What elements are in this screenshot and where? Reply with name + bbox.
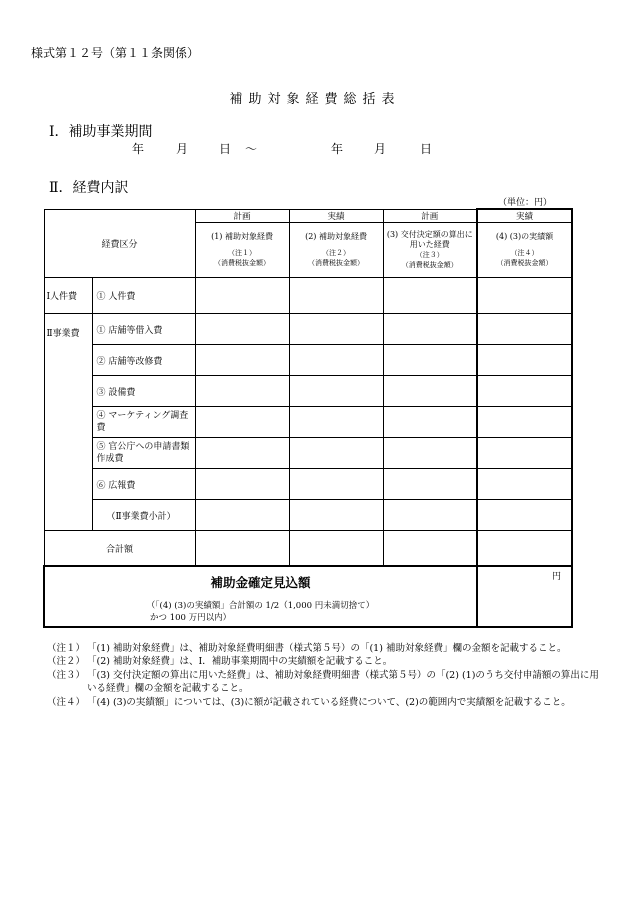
header-name-4: (4) (3)の実績額 [495,232,554,241]
note-key-2: （注２） [47,656,86,668]
cell-5-4[interactable] [477,438,572,469]
cell-2-3[interactable] [383,345,477,376]
row-item-4 [44,407,572,438]
cell-5-1[interactable] [195,438,289,469]
row-subsidy [44,566,572,627]
header-kind-1: 計画 [195,209,289,223]
cell-sub-1[interactable] [195,500,289,531]
cell-4-3[interactable] [383,407,477,438]
header-kind-2: 実績 [289,209,383,223]
header-kind-4: 実績 [477,209,572,223]
item-6: ⑥ 広報費 [92,469,195,500]
row-subtotal [44,500,572,531]
period-start-day: 日 [219,142,232,156]
yen-label: 円 [552,572,562,582]
item-5: ⑤ 官公庁への申請書類作成費 [92,438,195,469]
header-tax-3: （消費税抜金額） [401,261,458,269]
cell-4-1[interactable] [195,407,289,438]
row-item-1 [44,314,572,345]
row-item-2 [44,345,572,376]
group1-label: Ⅰ人件費 [44,278,92,314]
period-start-year: 年 [132,142,145,156]
page-title: 補助対象経費総括表 [229,92,401,107]
header-note-4: （注４） [510,249,539,257]
cell-personnel-4[interactable] [477,278,572,314]
period-end-day: 日 [420,142,433,156]
group2-label: Ⅱ事業費 [44,314,92,531]
note-key-3: （注３） [47,669,86,681]
cell-2-4[interactable] [477,345,572,376]
header-col-4 [477,223,572,278]
cell-personnel-3[interactable] [383,278,477,314]
note-text-2: 「(2) 補助対象経費」は、Ⅰ．補助事業期間中の実績額を記載すること。 [87,656,393,668]
header-name-2: (2) 補助対象経費 [305,232,367,241]
header-name-3: (3) 交付決定額の算出に用いた経費 [386,230,473,249]
cell-total-2[interactable] [289,531,383,567]
cell-3-2[interactable] [289,376,383,407]
note-text-4: 「(4) (3)の実績額」については、(3)に額が記載されている経費について、(2)の範囲内で実績額を記載すること。 [87,696,571,708]
header-col-2 [289,223,383,278]
header-kind-3: 計画 [383,209,477,223]
cell-5-2[interactable] [289,438,383,469]
note-4 [47,696,607,709]
note-2 [47,655,607,668]
cell-3-4[interactable] [477,376,572,407]
item-3: ③ 設備費 [92,376,195,407]
row-personnel [44,278,572,314]
cell-total-4[interactable] [477,531,572,567]
item-1: ① 店舗等借入費 [92,314,195,345]
cell-6-1[interactable] [195,469,289,500]
cell-6-3[interactable] [383,469,477,500]
note-3 [47,669,607,696]
header-note-3: （注３） [415,251,444,259]
header-kind-row [44,209,572,223]
cell-3-1[interactable] [195,376,289,407]
category-header: 経費区分 [44,209,195,278]
period-end-year: 年 [331,142,344,156]
note-key-4: （注４） [47,696,86,708]
cell-2-1[interactable] [195,345,289,376]
cell-2-2[interactable] [289,345,383,376]
cell-sub-3[interactable] [383,500,477,531]
period-tilde: ～ [245,142,258,156]
cell-personnel-2[interactable] [289,278,383,314]
cell-5-3[interactable] [383,438,477,469]
cell-total-1[interactable] [195,531,289,567]
total-label: 合計額 [44,531,195,567]
cell-4-4[interactable] [477,407,572,438]
header-tax-2: （消費税抜金額） [308,259,365,267]
cell-1-2[interactable] [289,314,383,345]
expense-table [43,208,573,628]
section2-heading: Ⅱ．経費内訳 [49,180,129,196]
cell-total-3[interactable] [383,531,477,567]
row-total [44,531,572,567]
unit-label: （単位：円） [498,198,553,208]
row-item-3 [44,376,572,407]
subsidy-title: 補助金確定見込額 [210,574,311,590]
header-note-2: （注２） [322,249,351,257]
note-key-1: （注１） [47,643,86,654]
cell-3-3[interactable] [383,376,477,407]
cell-4-2[interactable] [289,407,383,438]
form-number: 様式第１２号（第１１条関係） [31,46,200,60]
header-col-3 [383,223,477,278]
cell-personnel-1[interactable] [195,278,289,314]
period-start-month: 月 [176,142,189,156]
item-2: ② 店舗等改修費 [92,345,195,376]
header-tax-1: （消費税抜金額） [214,259,271,267]
section1-heading: Ⅰ．補助事業期間 [49,124,153,140]
cell-1-1[interactable] [195,314,289,345]
header-name-1: (1) 補助対象経費 [211,232,273,241]
note-text-3: 「(3) 交付決定額の算出に用いた経費」は、補助対象経費明細書（様式第５号）の「(2) (1)のうち交付申請額の算出に用いる経費」欄の金額を記載すること。 [87,669,599,695]
cell-sub-4[interactable] [477,500,572,531]
note-1 [47,642,607,655]
header-note-1: （注１） [228,249,257,257]
cell-1-4[interactable] [477,314,572,345]
row-item-6 [44,469,572,500]
subsidy-amount[interactable] [477,566,572,627]
note-text-1: 「(1) 補助対象経費」は、補助対象経費明細書（様式第５号）の「(1) 補助対象経費」欄の金額を記載すること。 [87,643,567,654]
cell-6-2[interactable] [289,469,383,500]
cell-6-4[interactable] [477,469,572,500]
item-personnel: ① 人件費 [92,278,195,314]
subsidy-desc-2: かつ 100 万円以内） [150,612,232,623]
subsidy-cell [44,566,477,627]
period-end-month: 月 [374,142,387,156]
item-4: ④ マーケティング調査費 [92,407,195,438]
notes [47,642,607,709]
header-tax-4: （消費税抜金額） [496,259,553,267]
cell-sub-2[interactable] [289,500,383,531]
row-item-5 [44,438,572,469]
subsidy-desc-1: （「(4) (3)の実績額」合計額の 1/2（1,000 円未満切捨て） [146,600,375,611]
subtotal-label: （Ⅱ事業費小計） [92,500,195,531]
cell-1-3[interactable] [383,314,477,345]
header-col-1 [195,223,289,278]
